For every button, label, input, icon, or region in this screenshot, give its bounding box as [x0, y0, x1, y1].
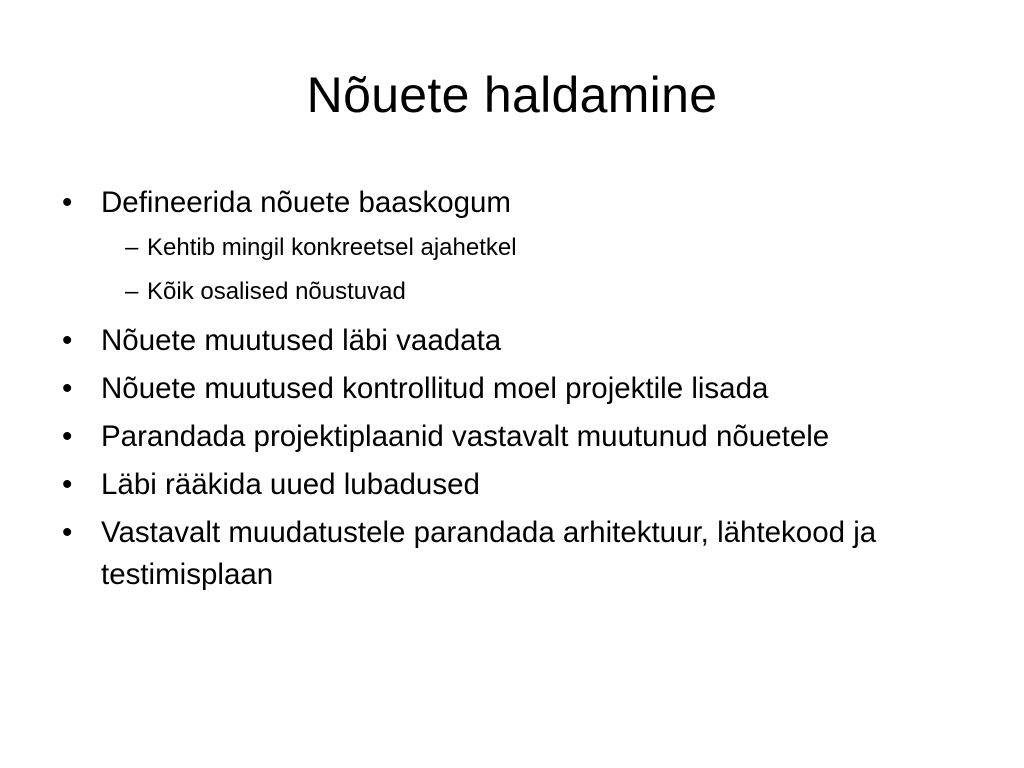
list-item — [60, 416, 960, 458]
bullet-icon: • — [62, 516, 73, 549]
bullet-icon: • — [62, 420, 73, 453]
sub-list-item — [101, 226, 960, 270]
bullet-icon: • — [62, 372, 73, 405]
list-item — [60, 464, 960, 506]
sub-list-item-text: Kõik osalised nõustuvad — [147, 278, 406, 305]
dash-icon: – — [125, 278, 139, 305]
bullet-icon: • — [62, 186, 73, 219]
dash-icon: – — [125, 234, 139, 261]
sub-list-item — [101, 270, 960, 314]
list-item-text: Nõuete muutused läbi vaadata — [101, 324, 502, 357]
bullet-list — [60, 182, 960, 602]
bullet-icon: • — [62, 468, 73, 501]
list-item-text: Defineerida nõuete baaskogum — [101, 186, 512, 219]
list-item — [60, 320, 960, 362]
list-item — [60, 182, 960, 314]
list-item-text: Parandada projektiplaanid vastavalt muutunud nõuetele — [101, 420, 830, 453]
list-item — [60, 368, 960, 410]
sub-list-item-text: Kehtib mingil konkreetsel ajahetkel — [147, 234, 517, 261]
bullet-icon: • — [62, 324, 73, 357]
list-item-text: Vastavalt muudatustele parandada arhitektuur, lähtekood ja testimisplaan — [101, 516, 877, 591]
sub-list — [101, 226, 960, 314]
list-item-text: Läbi rääkida uued lubadused — [101, 468, 480, 501]
list-item-text: Nõuete muutused kontrollitud moel projektile lisada — [101, 372, 769, 405]
slide-title: Nõuete haldamine — [306, 67, 718, 123]
list-item — [60, 512, 960, 596]
